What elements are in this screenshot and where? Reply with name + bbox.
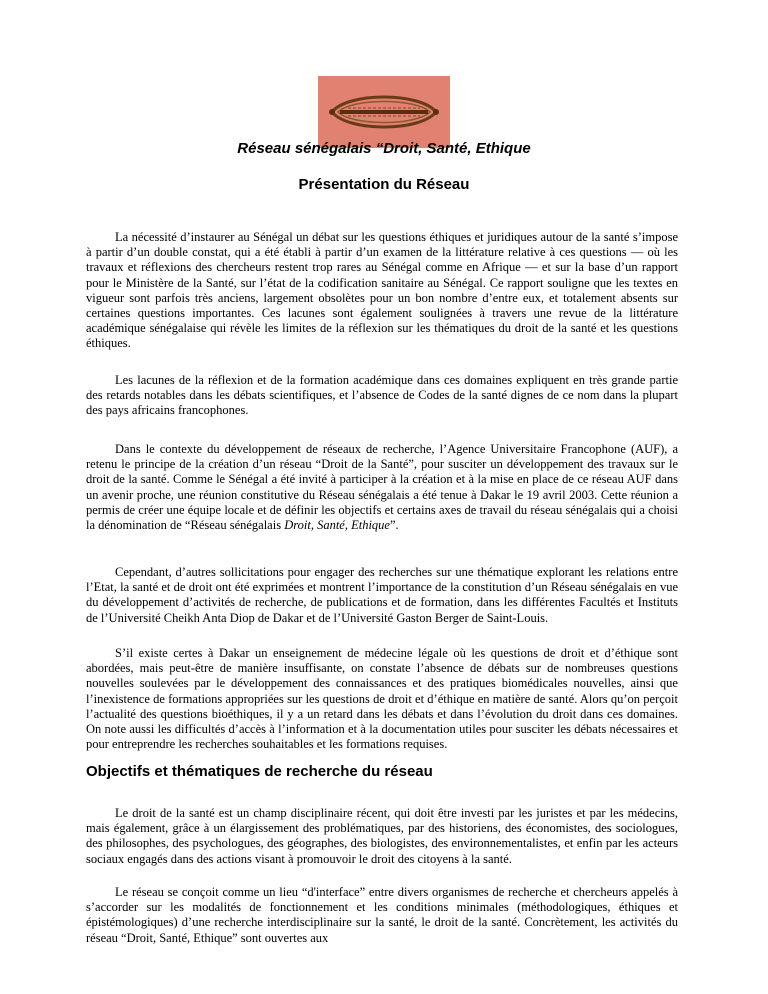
paragraph-3: [86, 442, 678, 533]
paragraph-text: Le droit de la santé est un champ disciplinaire récent, qui doit être investi par les juristes et par les médecins, mais également, grâce à un élargissement des problématiques, par des historiens, des économistes, des sociologues, des philosophes, des psychologues, des géographes, des biologistes, des environnementalistes, et enfin par les acteurs sociaux engagés dans des actions visant à promouvoir le droit des citoyens à la santé.: [86, 806, 678, 866]
paragraph-5: [86, 646, 678, 752]
network-logo: [318, 76, 450, 148]
paragraph-text: Le réseau se conçoit comme un lieu “d'interface” entre divers organismes de recherche et chercheurs appelés à s’accorder sur les modalités de fonctionnement et les conditions minimales (méthodologiques, éthiques et épistémologiques) d’une recherche interdisciplinaire sur la santé, le droit de la santé. Concrètement, les activités du réseau “Droit, Santé, Ethique” sont ouvertes aux: [86, 885, 678, 945]
paragraph-text-end: ”.: [389, 518, 399, 533]
page-subtitle: Présentation du Réseau: [298, 176, 470, 193]
paragraph-text: Les lacunes de la réflexion et de la formation académique dans ces domaines expliquent en très grande partie des retards notables dans les débats scientifiques, et l’absence de Codes de la santé dignes de ce nom dans la plupart des pays africains francophones.: [86, 373, 678, 418]
paragraph-text: La nécessité d’instaurer au Sénégal un débat sur les questions éthiques et juridiques autour de la santé s’impose à partir d’un double constat, qui a été établi à partir d’un examen de la littérature relative à ces questions — où les travaux et réflexions des chercheurs restent trop rares au Sénégal comme en Afrique — et sur la base d’un rapport pour le Ministère de la Santé, sur l’état de la codification sanitaire au Sénégal. Ce rapport souligne que les textes en vigueur sont parfois très anciens, largement obsolètes pour un bon nombre d’entre eux, et totalement absents sur certaines questions importantes. Ces lacunes sont également soulignées à travers une revue de la littérature académique sénégalaise qui révèle les limites de la réflexion sur les thématiques du droit de la santé et les questions éthiques.: [86, 230, 678, 351]
network-name-italic: Droit, Santé, Ethique: [284, 518, 390, 533]
paragraph-4: [86, 565, 678, 626]
logo-emblem-icon: [318, 76, 450, 148]
section-paragraph-1: [86, 806, 678, 867]
section-paragraph-2: [86, 885, 678, 946]
paragraph-text: [86, 442, 678, 533]
paragraph-text: Cependant, d’autres sollicitations pour engager des recherches sur une thématique explorant les relations entre l’Etat, la santé et de droit ont été exprimées et montrent l’importance de la constitution d’un Réseau sénégalais en vue du développement d’activités de recherche, de publications et de formation, dans les différentes Facultés et Instituts de l’Université Cheikh Anta Diop de Dakar et de l’Université Gaston Berger de Saint-Louis.: [86, 565, 678, 625]
paragraph-text-main: Dans le contexte du développement de réseaux de recherche, l’Agence Universitaire Francophone (AUF), a retenu le principe de la création d’un réseau “Droit de la Santé”, pour susciter un développement des travaux sur le droit de la santé. Comme le Sénégal a été invité à participer à la création et à la mise en place de ce réseau AUF dans un avenir proche, une réunion constitutive du Réseau sénégalais a été tenue à Dakar le 19 avril 2003. Cette réunion a permis de créer une équipe locale et de définir les objectifs et certains axes de travail du réseau sénégalais qui a choisi la dénomination de “Réseau sénégalais: [86, 442, 678, 533]
section-heading: Objectifs et thématiques de recherche du réseau: [86, 763, 433, 780]
paragraph-1: [86, 230, 678, 352]
paragraph-text: S’il existe certes à Dakar un enseignement de médecine légale où les questions de droit et d’éthique sont abordées, mais peut-être de manière insuffisante, on constate l’absence de débats sur de nombreuses questions nouvelles soulevées par le développement des connaissances et des pratiques biomédicales nouvelles, ainsi que l’inexistence de formations appropriées sur les questions de droit et d’éthique en matière de santé. Alors qu’on perçoit l’actualité des questions bioéthiques, il y a un retard dans les débats et dans l’évolution du droit dans ces domaines. On note aussi les difficultés d’accès à l’information et à la documentation utiles pour susciter les débats nécessaires et pour entreprendre les recherches souhaitables et les formations requises.: [86, 646, 678, 752]
paragraph-2: [86, 373, 678, 419]
page-title: Réseau sénégalais “Droit, Santé, Ethique: [237, 140, 531, 157]
